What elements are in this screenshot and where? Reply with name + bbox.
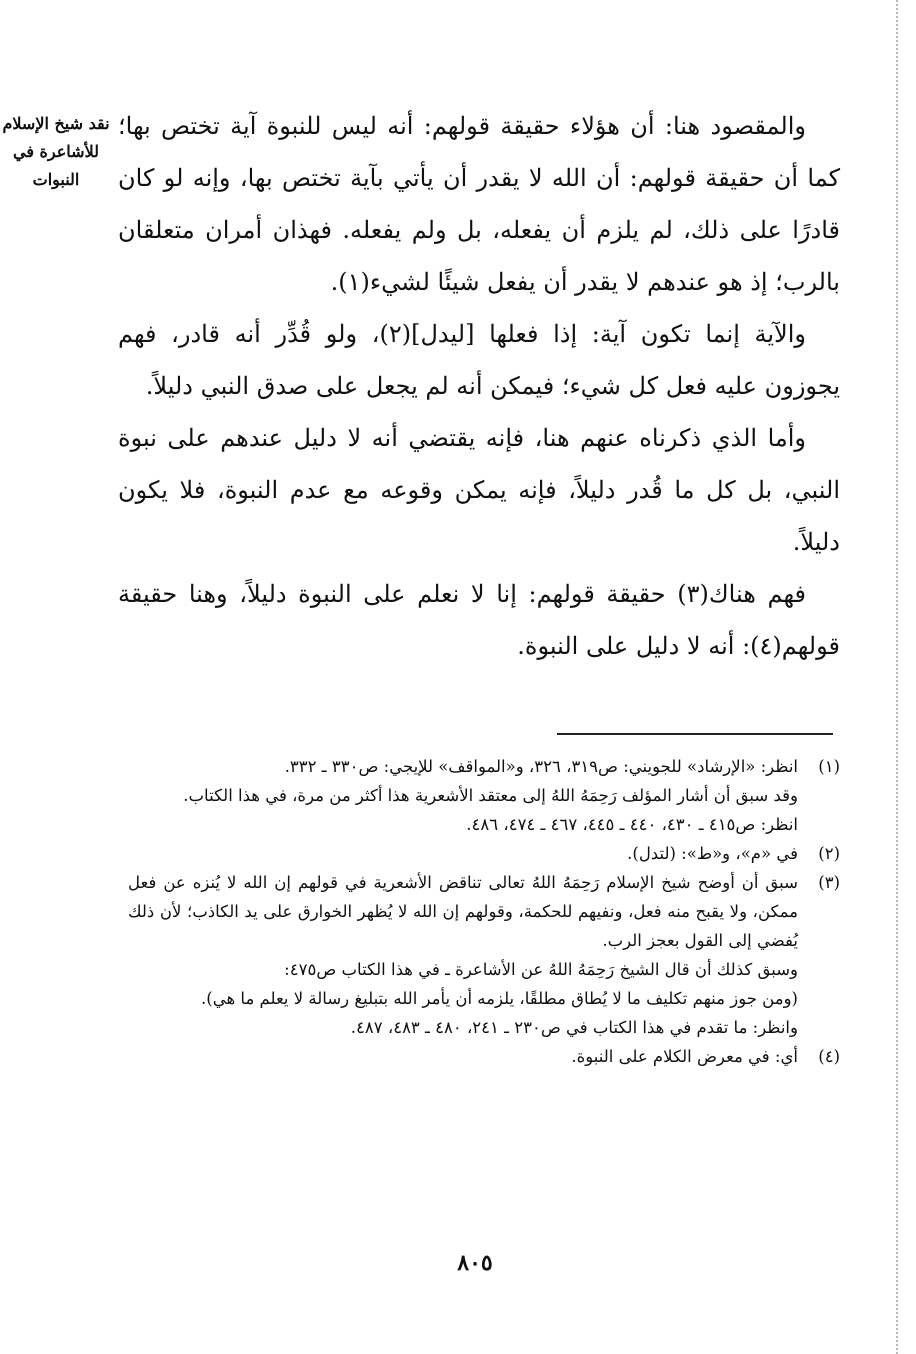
footnote-number: (٣) xyxy=(818,873,840,892)
footnotes xyxy=(128,752,840,1071)
page-number: ٨٠٥ xyxy=(457,1250,493,1276)
footnote-line: وانظر: ما تقدم في هذا الكتاب في ص٢٣٠ ـ ٢٤١، ٤٨٠ ـ ٤٨٣، ٤٨٧. xyxy=(350,1018,798,1037)
footnote-body xyxy=(128,752,798,839)
footnote-body xyxy=(128,1042,798,1071)
footnote-line: في «م»، و«ط»: (لتدل). xyxy=(627,844,798,863)
footnote-number: (١) xyxy=(818,757,840,776)
footnote-number: (٢) xyxy=(818,844,840,863)
paragraph: فهم هناك(٣) حقيقة قولهم: إنا لا نعلم على النبوة دليلاً، وهنا حقيقة قولهم(٤): أنه لا دليل على النبوة. xyxy=(118,580,840,660)
paragraph: وأما الذي ذكرناه عنهم هنا، فإنه يقتضي أنه لا دليل عندهم على نبوة النبي، بل كل ما قُدر دليلاً، فإنه يمكن وقوعه مع عدم النبوة، فلا يكون دليلاً. xyxy=(118,424,840,556)
margin-note: نقد شيخ الإسلام للأشاعرة في النبوات xyxy=(2,114,110,189)
footnote-line: انظر: ص٤١٥ ـ ٤٣٠، ٤٤٠ ـ ٤٤٥، ٤٦٧ ـ ٤٧٤، ٤٨٦. xyxy=(466,815,798,834)
footnote-line: أي: في معرض الكلام على النبوة. xyxy=(571,1047,798,1066)
footnote-line: (ومن جوز منهم تكليف ما لا يُطاق مطلقًا، يلزمه أن يأمر الله بتبليغ رسالة لا يعلم ما هي). xyxy=(201,989,798,1008)
footnote-line: سبق أن أوضح شيخ الإسلام رَحِمَهُ اللهُ تعالى تناقض الأشعرية في قولهم إن الله لا يُنزه عن فعل ممكن، ولا يقبح منه فعل، ونفيهم للحكمة، وقولهم إن الله لا يُظهر الخوارق على يد الكاذب؛ لأن ذلك يُفضي إلى القول بعجز الرب. xyxy=(128,873,798,950)
paragraph: والمقصود هنا: أن هؤلاء حقيقة قولهم: أنه ليس للنبوة آية تختص بها؛ كما أن حقيقة قولهم: أن الله لا يقدر أن يأتي بآية تختص بها، وإنه لو كان قادرًا على ذلك، لم يلزم أن يفعله، بل ولم يفعله. فهذان أمران متعلقان بالرب؛ إذ هو عندهم لا يقدر أن يفعل شيئًا لشيء(١). xyxy=(118,112,840,296)
footnote xyxy=(128,839,840,868)
footnote xyxy=(128,868,840,1042)
footnote xyxy=(128,752,840,839)
footnote-line: انظر: «الإرشاد» للجويني: ص٣١٩، ٣٢٦، و«المواقف» للإيجي: ص٣٣٠ ـ ٣٣٢. xyxy=(284,757,798,776)
footnote xyxy=(128,1042,840,1071)
main-text xyxy=(118,100,840,672)
footnote-line: وقد سبق أن أشار المؤلف رَحِمَهُ اللهُ إلى معتقد الأشعرية هذا أكثر من مرة، في هذا الكتاب. xyxy=(183,786,798,805)
page-edge-dotted-line xyxy=(896,0,898,1354)
footnote-number: (٤) xyxy=(818,1047,840,1066)
footnote-line: وسبق كذلك أن قال الشيخ رَحِمَهُ اللهُ عن الأشاعرة ـ في هذا الكتاب ص٤٧٥: xyxy=(284,960,798,979)
footnote-separator xyxy=(557,733,833,735)
footnote-body xyxy=(128,839,798,868)
footnote-body xyxy=(128,868,798,1042)
paragraph: والآية إنما تكون آية: إذا فعلها [ليدل](٢)، ولو قُدِّر أنه قادر، فهم يجوزون عليه فعل كل شيء؛ فيمكن أنه لم يجعل على صدق النبي دليلاً. xyxy=(118,320,840,400)
